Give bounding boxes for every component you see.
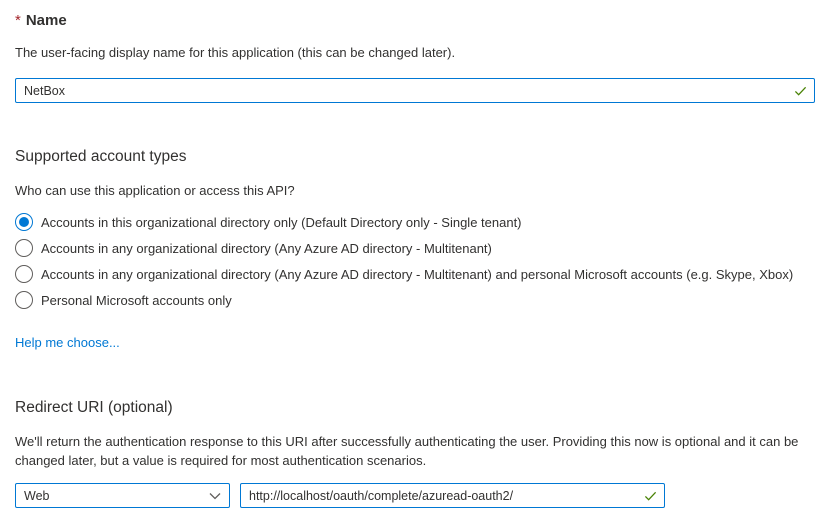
radio-option-label: Personal Microsoft accounts only <box>41 292 232 308</box>
radio-option-label: Accounts in any organizational directory (Any Azure AD directory - Multitenant) <box>41 240 492 256</box>
platform-dropdown-value: Web <box>24 488 50 503</box>
chevron-down-icon <box>209 492 221 500</box>
redirect-uri-row <box>15 483 815 508</box>
radio-option-label: Accounts in this organizational directory only (Default Directory only - Single tenant) <box>41 214 522 230</box>
redirect-uri-description: We'll return the authentication response to this URI after successfully authenticating the user. Providing this now is optional and it can be changed later, but a value is required for most authentication scenarios. <box>15 434 799 468</box>
name-label-row <box>15 11 815 31</box>
radio-option-multitenant[interactable] <box>15 235 815 261</box>
account-types-radio-group <box>15 209 815 313</box>
name-input[interactable] <box>15 78 815 103</box>
radio-option-label: Accounts in any organizational directory (Any Azure AD directory - Multitenant) and personal Microsoft accounts (e.g. Skype, Xbox) <box>41 266 794 282</box>
name-input-wrap <box>15 78 815 103</box>
required-asterisk: * <box>15 12 21 29</box>
radio-icon <box>15 291 33 309</box>
radio-option-single-tenant[interactable] <box>15 209 815 235</box>
account-types-title: Supported account types <box>15 148 187 165</box>
name-description: The user-facing display name for this application (this can be changed later). <box>15 45 456 60</box>
radio-icon <box>15 265 33 283</box>
radio-icon <box>15 239 33 257</box>
redirect-uri-input[interactable] <box>240 483 665 508</box>
help-me-choose-link[interactable]: Help me choose... <box>15 335 120 350</box>
radio-option-personal-only[interactable] <box>15 287 815 313</box>
redirect-uri-title: Redirect URI (optional) <box>15 399 173 416</box>
platform-dropdown[interactable] <box>15 483 230 508</box>
name-label: Name <box>25 12 67 29</box>
account-types-question: Who can use this application or access this API? <box>15 183 295 198</box>
radio-option-multitenant-personal[interactable] <box>15 261 815 287</box>
redirect-uri-input-wrap <box>240 483 665 508</box>
radio-icon <box>15 213 33 231</box>
